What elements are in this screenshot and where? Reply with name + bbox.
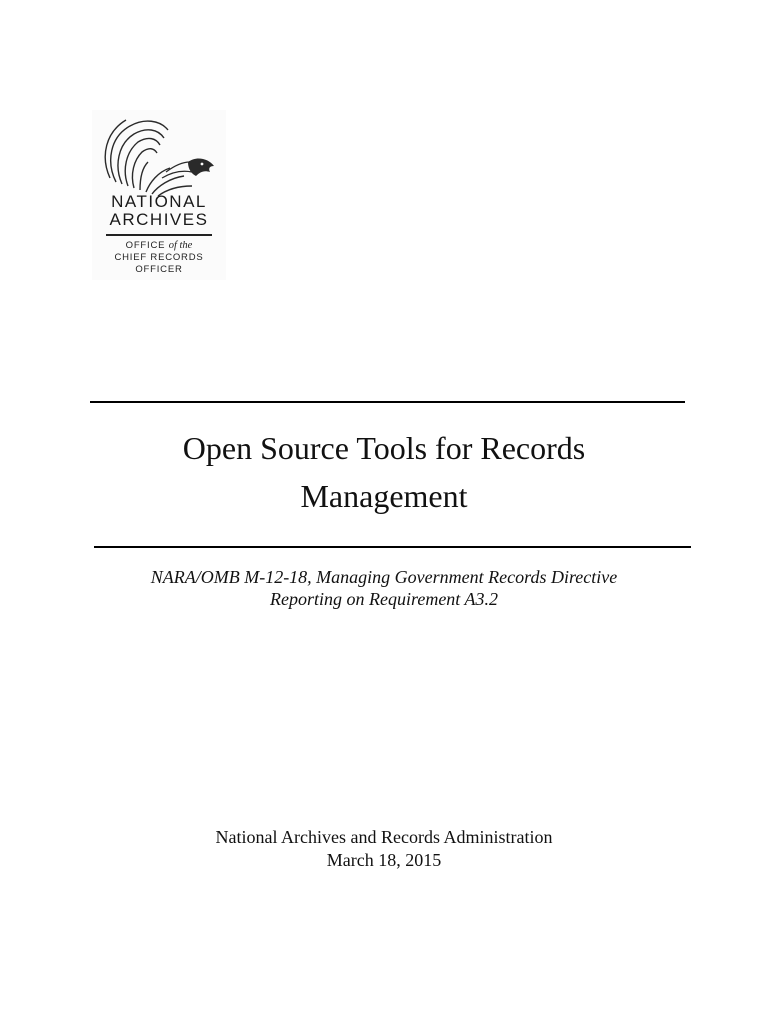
logo-subtext-chief-records: CHIEF RECORDS <box>114 252 204 263</box>
document-title <box>90 424 678 520</box>
logo-subtext-office <box>92 240 226 252</box>
logo-subtext-officer: OFFICER <box>135 264 183 275</box>
logo-divider <box>106 234 212 236</box>
eagle-icon <box>96 112 222 202</box>
document-subtitle-line-1: NARA/OMB M-12-18, Managing Government Records Directive <box>150 567 618 587</box>
document-subtitle-line-2: Reporting on Requirement A3.2 <box>270 589 498 609</box>
national-archives-logo <box>92 110 226 280</box>
title-rule-top <box>90 401 685 403</box>
organization-name: National Archives and Records Administration <box>215 827 553 847</box>
title-rule-bottom <box>94 546 691 548</box>
logo-subtext-office-a: OFFICE <box>125 240 169 251</box>
document-footer <box>90 826 678 872</box>
document-title-line-1: Open Source Tools for Records <box>182 430 586 466</box>
logo-text-archives: ARCHIVES <box>109 210 209 229</box>
logo-text-national: NATIONAL <box>111 192 207 211</box>
document-title-line-2: Management <box>300 478 468 514</box>
document-subtitle <box>90 566 678 610</box>
document-date: March 18, 2015 <box>326 850 442 870</box>
logo-subtext-office-b: of the <box>168 240 193 251</box>
